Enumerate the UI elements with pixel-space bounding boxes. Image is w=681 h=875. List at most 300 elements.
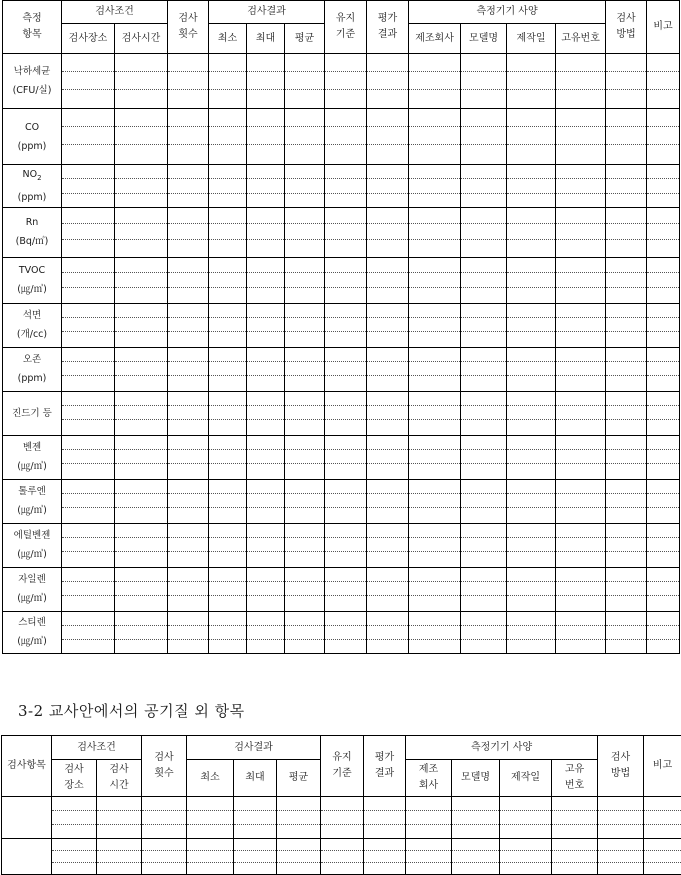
data-cell[interactable] [115,449,168,463]
data-cell[interactable] [647,257,680,272]
data-cell[interactable] [409,331,461,347]
data-cell[interactable] [552,811,598,825]
data-cell[interactable] [556,435,606,449]
data-cell[interactable] [598,825,644,839]
data-cell[interactable] [168,317,209,331]
data-cell[interactable] [115,493,168,507]
data-cell[interactable] [507,193,556,207]
data-cell[interactable] [606,551,647,567]
data-cell[interactable] [285,479,325,493]
data-cell[interactable] [409,317,461,331]
data-cell[interactable] [168,90,209,109]
data-cell[interactable] [285,551,325,567]
data-cell[interactable] [367,391,409,405]
data-cell[interactable] [552,797,598,811]
data-cell[interactable] [52,851,97,863]
data-cell[interactable] [507,435,556,449]
data-cell[interactable] [647,581,680,595]
data-cell[interactable] [556,239,606,257]
data-cell[interactable] [209,331,247,347]
data-cell[interactable] [168,361,209,375]
data-cell[interactable] [277,797,321,811]
data-cell[interactable] [234,811,277,825]
data-cell[interactable] [461,331,507,347]
data-cell[interactable] [168,223,209,239]
data-cell[interactable] [556,449,606,463]
data-cell[interactable] [367,493,409,507]
data-cell[interactable] [461,625,507,639]
data-cell[interactable] [461,449,507,463]
data-cell[interactable] [556,331,606,347]
data-cell[interactable] [606,567,647,581]
data-cell[interactable] [409,193,461,207]
data-cell[interactable] [62,449,115,463]
data-cell[interactable] [606,272,647,287]
data-cell[interactable] [461,193,507,207]
data-cell[interactable] [62,391,115,405]
data-cell[interactable] [325,419,367,435]
data-cell[interactable] [556,551,606,567]
data-cell[interactable] [62,625,115,639]
data-cell[interactable] [209,179,247,193]
data-cell[interactable] [647,72,680,90]
data-cell[interactable] [247,449,285,463]
data-cell[interactable] [507,109,556,127]
data-cell[interactable] [644,811,681,825]
data-cell[interactable] [325,109,367,127]
data-cell[interactable] [247,567,285,581]
data-cell[interactable] [285,165,325,179]
data-cell[interactable] [325,551,367,567]
data-cell[interactable] [606,595,647,611]
data-cell[interactable] [367,537,409,551]
data-cell[interactable] [321,825,364,839]
data-cell[interactable] [556,287,606,303]
data-cell[interactable] [507,391,556,405]
data-cell[interactable] [507,507,556,523]
data-cell[interactable] [209,449,247,463]
data-cell[interactable] [247,537,285,551]
data-cell[interactable] [209,523,247,537]
data-cell[interactable] [647,551,680,567]
data-cell[interactable] [168,625,209,639]
data-cell[interactable] [62,419,115,435]
data-cell[interactable] [209,551,247,567]
data-cell[interactable] [209,507,247,523]
data-cell[interactable] [62,287,115,303]
data-cell[interactable] [115,507,168,523]
data-cell[interactable] [606,479,647,493]
data-cell[interactable] [209,479,247,493]
data-cell[interactable] [62,193,115,207]
data-cell[interactable] [209,361,247,375]
data-cell[interactable] [247,595,285,611]
data-cell[interactable] [507,90,556,109]
data-cell[interactable] [209,581,247,595]
data-cell[interactable] [367,595,409,611]
data-cell[interactable] [115,179,168,193]
data-cell[interactable] [115,463,168,479]
data-cell[interactable] [325,375,367,391]
data-cell[interactable] [187,811,234,825]
data-cell[interactable] [325,303,367,317]
data-cell[interactable] [277,825,321,839]
data-cell[interactable] [325,257,367,272]
data-cell[interactable] [115,223,168,239]
data-cell[interactable] [507,207,556,223]
data-cell[interactable] [461,435,507,449]
data-cell[interactable] [115,127,168,145]
data-cell[interactable] [62,347,115,361]
data-cell[interactable] [247,109,285,127]
data-cell[interactable] [367,54,409,72]
data-cell[interactable] [507,303,556,317]
data-cell[interactable] [62,145,115,165]
data-cell[interactable] [507,611,556,625]
data-cell[interactable] [62,207,115,223]
data-cell[interactable] [409,435,461,449]
data-cell[interactable] [452,825,500,839]
data-cell[interactable] [367,581,409,595]
data-cell[interactable] [556,523,606,537]
data-cell[interactable] [285,239,325,257]
data-cell[interactable] [647,223,680,239]
data-cell[interactable] [367,223,409,239]
data-cell[interactable] [247,239,285,257]
data-cell[interactable] [507,419,556,435]
data-cell[interactable] [168,449,209,463]
data-cell[interactable] [321,797,364,811]
data-cell[interactable] [367,239,409,257]
data-cell[interactable] [325,639,367,653]
data-cell[interactable] [647,567,680,581]
data-cell[interactable] [367,109,409,127]
data-cell[interactable] [461,611,507,625]
data-cell[interactable] [247,493,285,507]
data-cell[interactable] [364,825,406,839]
data-cell[interactable] [247,581,285,595]
data-cell[interactable] [321,839,364,851]
data-cell[interactable] [168,419,209,435]
data-cell[interactable] [209,463,247,479]
data-cell[interactable] [647,595,680,611]
data-cell[interactable] [115,207,168,223]
data-cell[interactable] [115,639,168,653]
data-cell[interactable] [62,567,115,581]
data-cell[interactable] [461,361,507,375]
data-cell[interactable] [606,317,647,331]
data-cell[interactable] [285,347,325,361]
data-cell[interactable] [115,257,168,272]
data-cell[interactable] [62,493,115,507]
data-cell[interactable] [367,419,409,435]
data-cell[interactable] [115,537,168,551]
data-cell[interactable] [285,567,325,581]
data-cell[interactable] [644,825,681,839]
data-cell[interactable] [325,239,367,257]
data-cell[interactable] [452,851,500,863]
data-cell[interactable] [364,839,406,851]
data-cell[interactable] [285,537,325,551]
data-cell[interactable] [285,523,325,537]
data-cell[interactable] [115,165,168,179]
data-cell[interactable] [209,54,247,72]
data-cell[interactable] [97,851,142,863]
data-cell[interactable] [209,72,247,90]
data-cell[interactable] [507,223,556,239]
data-cell[interactable] [507,523,556,537]
data-cell[interactable] [209,193,247,207]
data-cell[interactable] [285,303,325,317]
data-cell[interactable] [552,825,598,839]
data-cell[interactable] [325,463,367,479]
data-cell[interactable] [367,272,409,287]
data-cell[interactable] [500,811,552,825]
data-cell[interactable] [115,193,168,207]
data-cell[interactable] [409,595,461,611]
data-cell[interactable] [606,72,647,90]
data-cell[interactable] [606,611,647,625]
data-cell[interactable] [647,361,680,375]
data-cell[interactable] [62,551,115,567]
data-cell[interactable] [556,537,606,551]
data-cell[interactable] [647,317,680,331]
data-cell[interactable] [367,611,409,625]
data-cell[interactable] [209,595,247,611]
data-cell[interactable] [247,223,285,239]
data-cell[interactable] [647,435,680,449]
data-cell[interactable] [556,375,606,391]
data-cell[interactable] [209,207,247,223]
data-cell[interactable] [209,287,247,303]
data-cell[interactable] [606,207,647,223]
data-cell[interactable] [461,639,507,653]
data-cell[interactable] [168,127,209,145]
data-cell[interactable] [507,145,556,165]
data-cell[interactable] [209,405,247,419]
data-cell[interactable] [556,272,606,287]
data-cell[interactable] [168,331,209,347]
data-cell[interactable] [647,90,680,109]
data-cell[interactable] [209,127,247,145]
data-cell[interactable] [461,507,507,523]
data-cell[interactable] [168,639,209,653]
data-cell[interactable] [115,361,168,375]
data-cell[interactable] [168,145,209,165]
data-cell[interactable] [507,551,556,567]
data-cell[interactable] [409,207,461,223]
data-cell[interactable] [507,72,556,90]
data-cell[interactable] [556,145,606,165]
data-cell[interactable] [606,405,647,419]
data-cell[interactable] [461,127,507,145]
data-cell[interactable] [247,145,285,165]
data-cell[interactable] [325,625,367,639]
data-cell[interactable] [115,375,168,391]
data-cell[interactable] [647,127,680,145]
data-cell[interactable] [62,303,115,317]
data-cell[interactable] [461,493,507,507]
data-cell[interactable] [285,287,325,303]
data-cell[interactable] [461,537,507,551]
data-cell[interactable] [367,179,409,193]
data-cell[interactable] [367,463,409,479]
data-cell[interactable] [325,611,367,625]
data-cell[interactable] [247,287,285,303]
data-cell[interactable] [209,493,247,507]
data-cell[interactable] [115,595,168,611]
data-cell[interactable] [142,797,187,811]
data-cell[interactable] [62,257,115,272]
data-cell[interactable] [461,317,507,331]
data-cell[interactable] [647,239,680,257]
data-cell[interactable] [598,839,644,851]
data-cell[interactable] [556,257,606,272]
data-cell[interactable] [209,537,247,551]
data-cell[interactable] [606,581,647,595]
data-cell[interactable] [285,193,325,207]
data-cell[interactable] [507,331,556,347]
data-cell[interactable] [168,257,209,272]
data-cell[interactable] [62,90,115,109]
data-cell[interactable] [277,839,321,851]
data-cell[interactable] [62,523,115,537]
data-cell[interactable] [556,109,606,127]
data-cell[interactable] [556,165,606,179]
data-cell[interactable] [168,507,209,523]
data-cell[interactable] [247,179,285,193]
data-cell[interactable] [367,523,409,537]
data-cell[interactable] [247,331,285,347]
data-cell[interactable] [115,347,168,361]
data-cell[interactable] [409,449,461,463]
data-cell[interactable] [507,239,556,257]
data-cell[interactable] [461,405,507,419]
data-cell[interactable] [606,331,647,347]
data-cell[interactable] [409,223,461,239]
data-cell[interactable] [556,179,606,193]
data-cell[interactable] [285,331,325,347]
data-cell[interactable] [285,595,325,611]
data-cell[interactable] [209,391,247,405]
data-cell[interactable] [168,303,209,317]
data-cell[interactable] [367,165,409,179]
data-cell[interactable] [367,303,409,317]
data-cell[interactable] [187,839,234,851]
data-cell[interactable] [647,507,680,523]
data-cell[interactable] [647,375,680,391]
data-cell[interactable] [647,303,680,317]
data-cell[interactable] [209,375,247,391]
data-cell[interactable] [168,523,209,537]
data-cell[interactable] [325,127,367,145]
data-cell[interactable] [187,797,234,811]
data-cell[interactable] [62,317,115,331]
data-cell[interactable] [321,851,364,863]
data-cell[interactable] [606,375,647,391]
data-cell[interactable] [552,851,598,863]
data-cell[interactable] [168,537,209,551]
data-cell[interactable] [209,303,247,317]
data-cell[interactable] [409,507,461,523]
data-cell[interactable] [647,523,680,537]
data-cell[interactable] [325,193,367,207]
data-cell[interactable] [452,797,500,811]
data-cell[interactable] [409,375,461,391]
data-cell[interactable] [647,347,680,361]
data-cell[interactable] [606,257,647,272]
data-cell[interactable] [409,611,461,625]
data-cell[interactable] [461,375,507,391]
data-cell[interactable] [62,375,115,391]
data-cell[interactable] [647,179,680,193]
data-cell[interactable] [507,179,556,193]
data-cell[interactable] [367,375,409,391]
data-cell[interactable] [209,639,247,653]
data-cell[interactable] [247,361,285,375]
data-cell[interactable] [325,391,367,405]
data-cell[interactable] [168,109,209,127]
data-cell[interactable] [62,581,115,595]
data-cell[interactable] [556,303,606,317]
data-cell[interactable] [556,347,606,361]
data-cell[interactable] [556,193,606,207]
data-cell[interactable] [247,375,285,391]
data-cell[interactable] [285,179,325,193]
data-cell[interactable] [168,405,209,419]
data-cell[interactable] [507,537,556,551]
data-cell[interactable] [62,611,115,625]
data-cell[interactable] [62,361,115,375]
data-cell[interactable] [409,347,461,361]
data-cell[interactable] [325,581,367,595]
data-cell[interactable] [461,419,507,435]
data-cell[interactable] [285,405,325,419]
data-cell[interactable] [209,90,247,109]
data-cell[interactable] [62,639,115,653]
data-cell[interactable] [367,507,409,523]
data-cell[interactable] [507,317,556,331]
data-cell[interactable] [115,54,168,72]
data-cell[interactable] [606,507,647,523]
data-cell[interactable] [277,811,321,825]
data-cell[interactable] [606,165,647,179]
data-cell[interactable] [168,165,209,179]
data-cell[interactable] [115,331,168,347]
data-cell[interactable] [452,811,500,825]
data-cell[interactable] [507,625,556,639]
data-cell[interactable] [367,193,409,207]
data-cell[interactable] [647,272,680,287]
data-cell[interactable] [115,90,168,109]
data-cell[interactable] [285,90,325,109]
data-cell[interactable] [247,127,285,145]
data-cell[interactable] [325,361,367,375]
data-cell[interactable] [168,435,209,449]
data-cell[interactable] [461,165,507,179]
data-cell[interactable] [461,463,507,479]
data-cell[interactable] [367,435,409,449]
data-cell[interactable] [409,361,461,375]
data-cell[interactable] [409,179,461,193]
data-cell[interactable] [247,639,285,653]
data-cell[interactable] [209,165,247,179]
data-cell[interactable] [647,193,680,207]
data-cell[interactable] [556,625,606,639]
data-cell[interactable] [168,287,209,303]
data-cell[interactable] [97,811,142,825]
data-cell[interactable] [364,797,406,811]
